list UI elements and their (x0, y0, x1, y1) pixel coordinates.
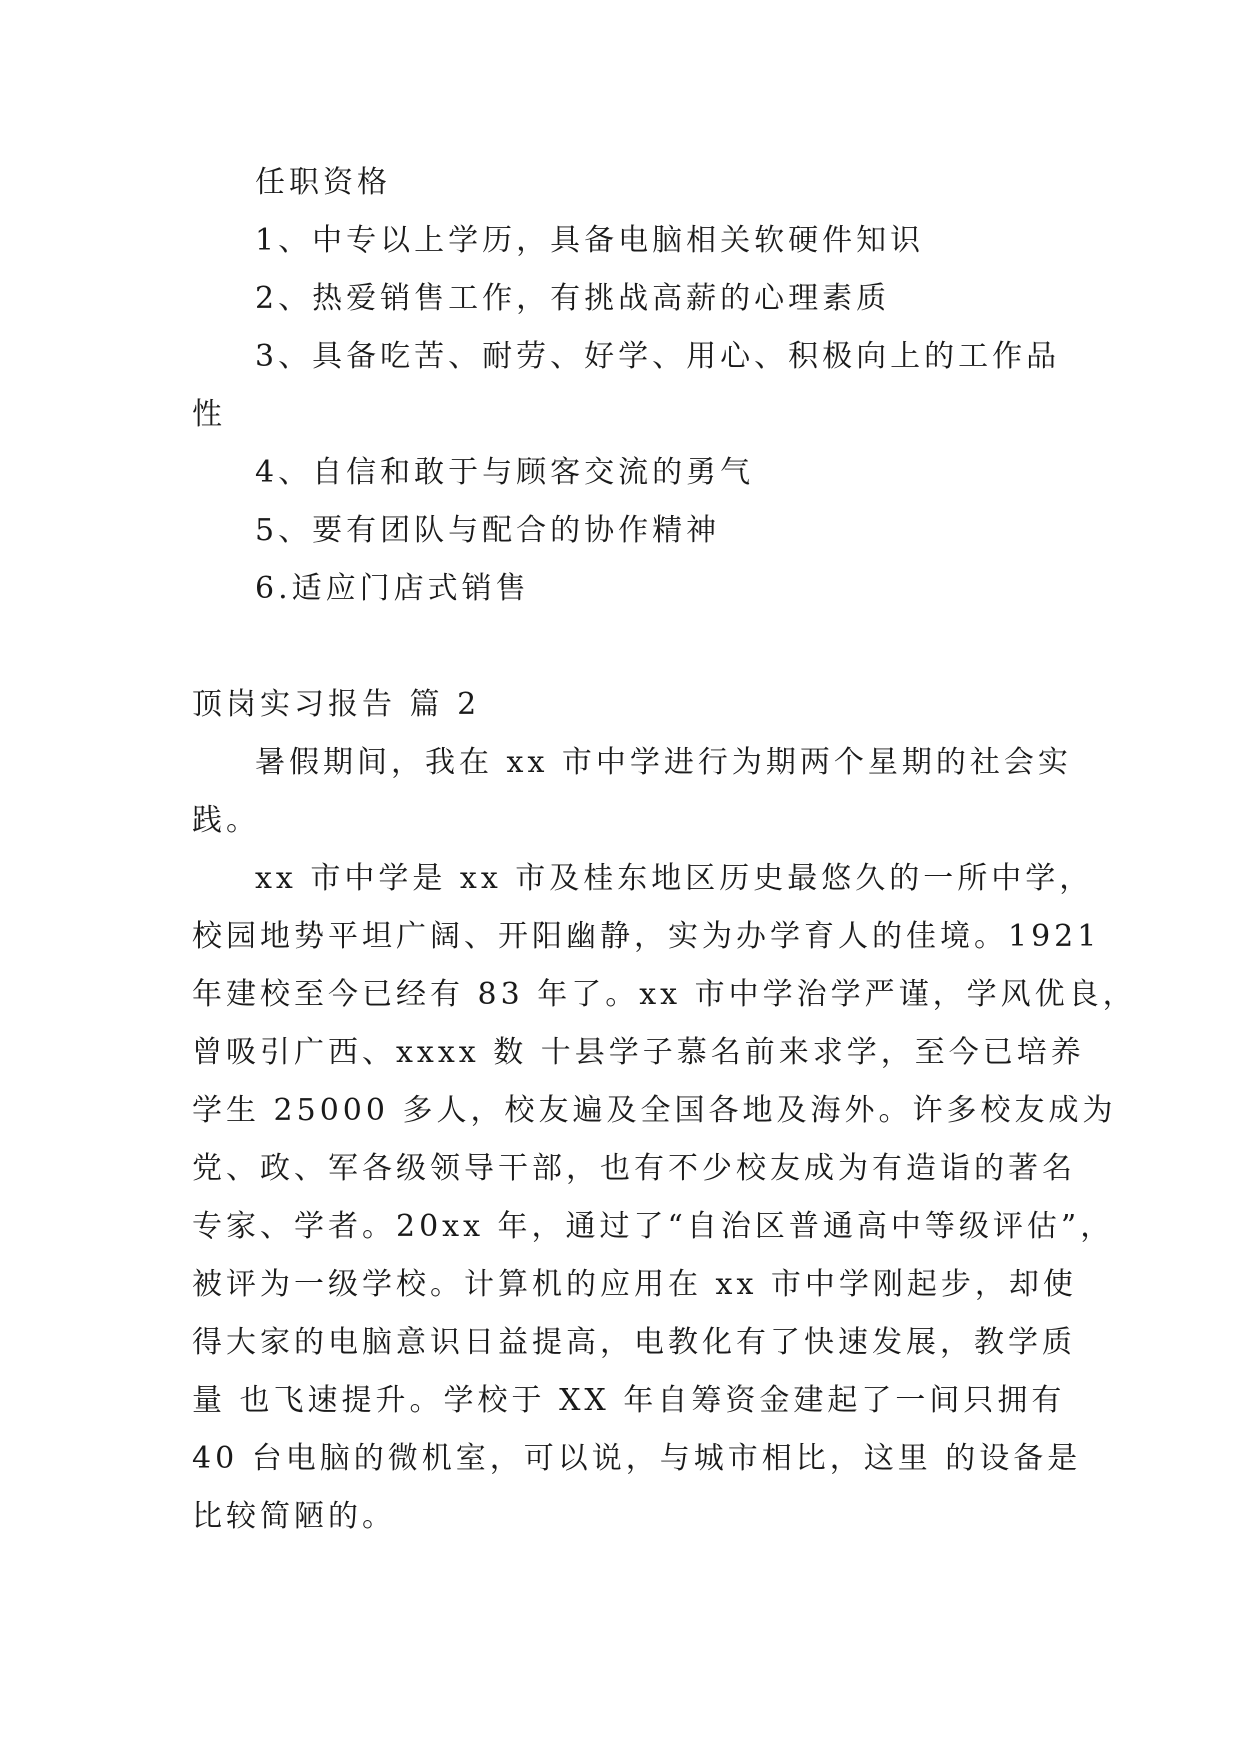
section-title: 顶岗实习报告 篇 2 (192, 687, 481, 722)
qualification-item: 1、中专以上学历，具备电脑相关软硬件知识 (255, 223, 925, 258)
qualification-item: 3、具备吃苦、耐劳、好学、用心、积极向上的工作品 (255, 339, 1061, 374)
paragraph-line: 量 也飞速提升。学校于 XX 年自筹资金建起了一间只拥有 (192, 1383, 1066, 1418)
paragraph-line: 曾吸引广西、xxxx 数 十县学子慕名前来求学，至今已培养 (192, 1035, 1085, 1070)
paragraph-line: 年建校至今已经有 83 年了。xx 市中学治学严谨，学风优良， (192, 977, 1137, 1012)
qualifications-heading: 任职资格 (255, 165, 391, 200)
qualification-item-continuation: 性 (192, 397, 226, 432)
paragraph-line: xx 市中学是 xx 市及桂东地区历史最悠久的一所中学， (255, 861, 1094, 896)
paragraph-line: 比较简陋的。 (192, 1499, 396, 1534)
paragraph-line: 专家、学者。20xx 年，通过了“自治区普通高中等级评估”， (192, 1209, 1115, 1244)
qualification-item: 6.适应门店式销售 (255, 571, 530, 606)
paragraph-line: 践。 (192, 803, 260, 838)
paragraph-line: 得大家的电脑意识日益提高，电教化有了快速发展，教学质 (192, 1325, 1076, 1360)
paragraph-line: 学生 25000 多人，校友遍及全国各地及海外。许多校友成为 (192, 1093, 1117, 1128)
qualification-item: 4、自信和敢于与顾客交流的勇气 (255, 455, 755, 490)
paragraph-line: 40 台电脑的微机室，可以说，与城市相比，这里 的设备是 (192, 1441, 1082, 1476)
paragraph-line: 暑假期间，我在 xx 市中学进行为期两个星期的社会实 (255, 745, 1072, 780)
paragraph-line: 被评为一级学校。计算机的应用在 xx 市中学刚起步，却使 (192, 1267, 1077, 1302)
paragraph-line: 党、政、军各级领导干部，也有不少校友成为有造诣的著名 (192, 1151, 1076, 1186)
qualification-item: 2、热爱销售工作，有挑战高薪的心理素质 (255, 281, 891, 316)
qualification-item: 5、要有团队与配合的协作精神 (255, 513, 721, 548)
paragraph-line: 校园地势平坦广阔、开阳幽静，实为办学育人的佳境。1921 (192, 919, 1101, 954)
